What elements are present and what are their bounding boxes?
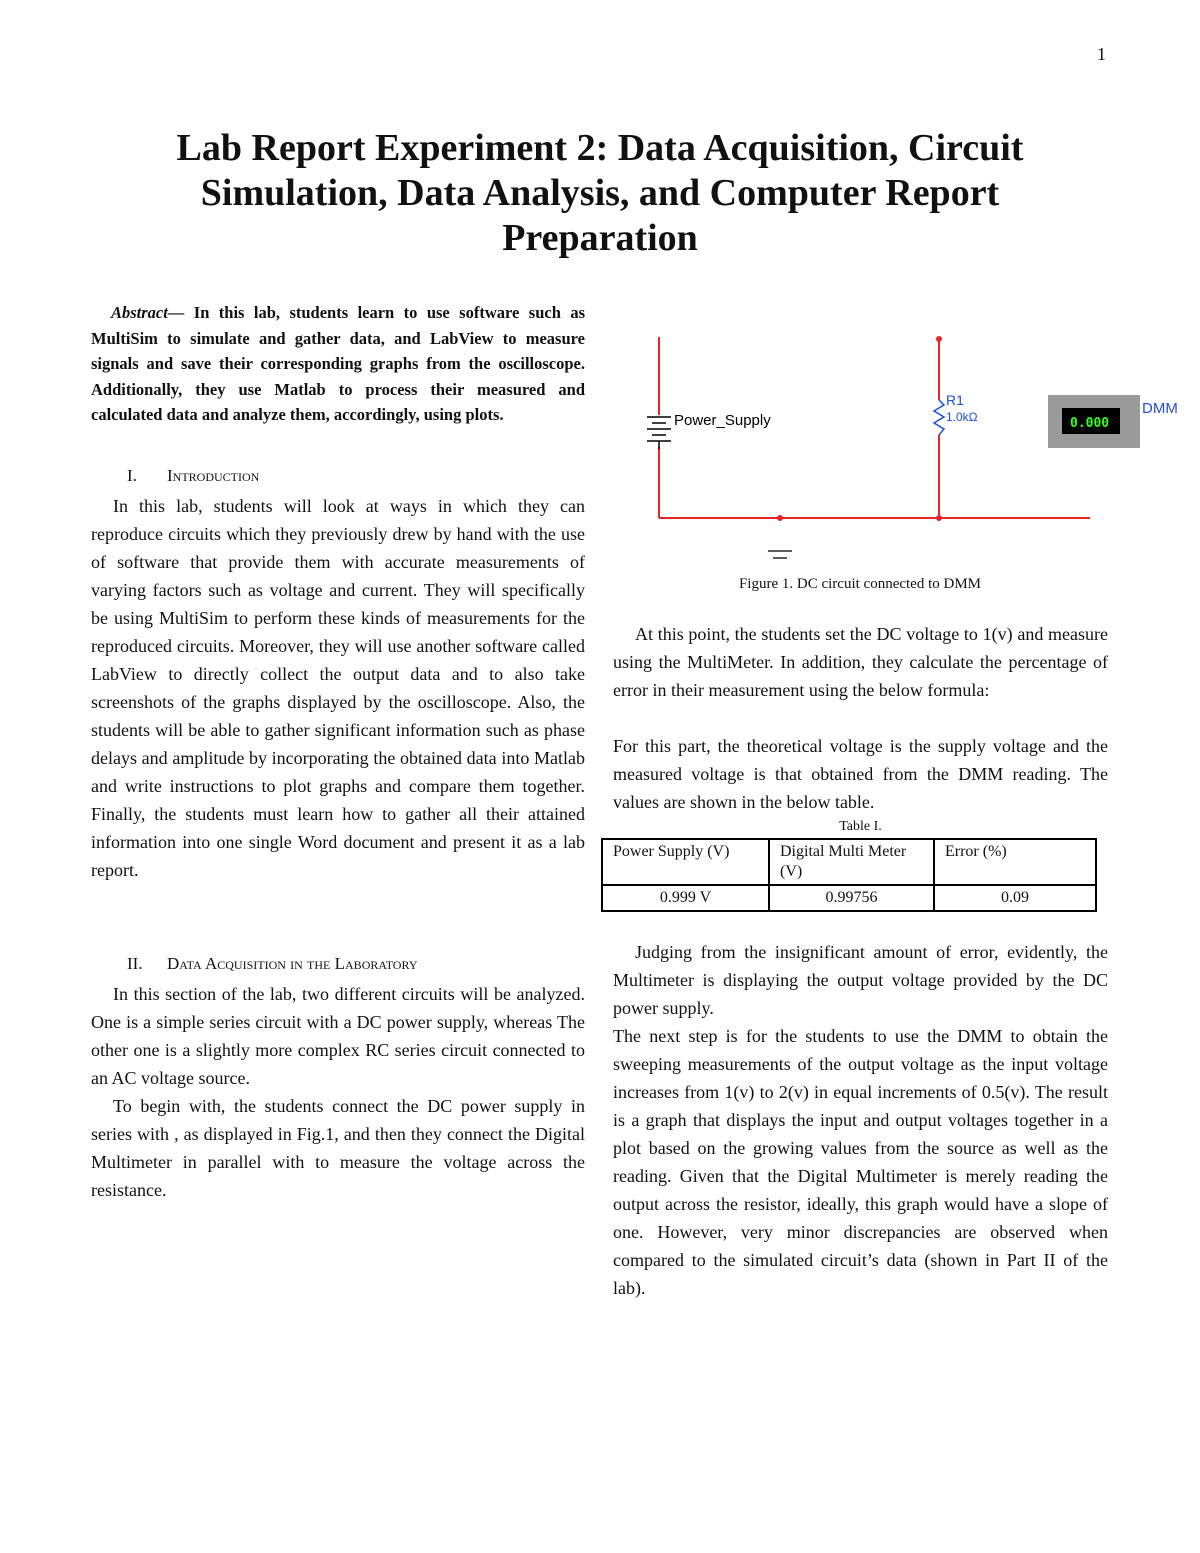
resistor-value: 1.0kΩ	[946, 410, 978, 424]
paper-title: Lab Report Experiment 2: Data Acquisition, Circuit Simulation, Data Analysis, and Computer Report Preparation	[176, 127, 1024, 259]
right-paragraph-3: Judging from the insignificant amount of error, evidently, the Multimeter is displaying the output voltage provided by the DC power supply.	[613, 942, 1108, 1018]
abstract-label: Abstract—	[111, 303, 185, 322]
page-number: 1	[1097, 44, 1106, 64]
data-acquisition-paragraph-2: To begin with, the students connect the DC power supply in series with , as displayed in Fig.1, and then they connect the Digital Multimeter in parallel with to measure the voltage across the resistance.	[91, 1095, 585, 1200]
section-heading-introduction	[127, 462, 585, 490]
resistor-name: R1	[946, 392, 964, 408]
data-acquisition-paragraph-1: In this section of the lab, two different circuits will be analyzed. One is a simple series circuit with a DC power supply, whereas The other one is a slightly more complex RC series circuit connected to an AC voltage source.	[91, 983, 585, 1088]
table-cell: 0.999 V	[602, 885, 769, 911]
right-paragraph-2: For this part, the theoretical voltage is the supply voltage and the measured voltage is that obtained from the DMM reading. The values are shown in the below table.	[613, 736, 1108, 812]
junction-dot	[777, 515, 783, 521]
power-supply-label: Power_Supply	[674, 412, 771, 429]
abstract	[91, 300, 585, 428]
ground-icon	[768, 551, 792, 558]
section-number: I.	[127, 465, 137, 485]
right-paragraph-1: At this point, the students set the DC voltage to 1(v) and measure using the MultiMeter. In addition, they calculate the percentage of error in their measurement using the below formula:	[613, 624, 1108, 700]
table-cell: 0.09	[934, 885, 1096, 911]
section-title: Data Acquisition in the Laboratory	[167, 953, 418, 973]
circuit-schematic	[600, 325, 1190, 575]
figure-1-caption: Figure 1. DC circuit connected to DMM	[738, 576, 982, 592]
table-1-caption: Table I.	[839, 819, 882, 834]
right-column	[613, 620, 1108, 1302]
section-number: II.	[127, 953, 143, 973]
right-paragraph-4: The next step is for the students to use the DMM to obtain the sweeping measurements of the output voltage as the input voltage increases from 1(v) to 2(v) in equal increments of 0.5(v). The result is a graph that displays the input and output voltages together in a plot based on the growing values from the source as well as the reading. Given that the Digital Multimeter is merely reading the output across the resistor, ideally, this graph would have a slope of one. However, very minor discrepancies are observed when compared to the simulated circuit’s data (shown in Part II of the lab).	[613, 1026, 1108, 1298]
left-column	[91, 300, 585, 1204]
table-header-row	[602, 839, 1096, 885]
figure-1	[600, 325, 1190, 575]
terminal-dot	[936, 336, 942, 342]
table-row	[602, 885, 1096, 911]
table-header-cell: Digital Multi Meter (V)	[769, 839, 934, 885]
abstract-text: In this lab, students learn to use software such as MultiSim to simulate and gather data, and LabView to measure signals and save their corresponding graphs from the oscilloscope. Additionally, they use Matlab to process their measured and calculated data and analyze them, accordingly, using plots.	[91, 303, 585, 424]
table-1	[601, 838, 1097, 912]
resistor-icon	[934, 400, 944, 435]
table-header-cell: Error (%)	[934, 839, 1096, 885]
battery-icon	[647, 417, 671, 449]
table-cell: 0.99756	[769, 885, 934, 911]
introduction-paragraph: In this lab, students will look at ways in which they can reproduce circuits which they previously drew by hand with the use of software that provide them with accurate measurements of varying factors such as voltage and current. They will specifically be using MultiSim to perform these kinds of measurements for the reproduced circuits. Moreover, they will use another software called LabView to directly collect the output data and to also take screenshots of the graphs displayed by the oscilloscope. Also, the students will be able to gather significant information such as phase delays and amplitude by incorporating the obtained data into Matlab and write instructions to plot graphs and compare them together. Finally, the students must learn how to gather all their attained information into one single Word document and present it as a lab report.	[91, 495, 585, 880]
section-heading-data-acquisition	[127, 950, 585, 978]
table-header-cell: Power Supply (V)	[602, 839, 769, 885]
dmm-reading: 0.000	[1070, 416, 1110, 431]
section-title: Introduction	[167, 465, 260, 485]
junction-dot	[936, 515, 942, 521]
dmm-label: DMM	[1142, 400, 1178, 417]
